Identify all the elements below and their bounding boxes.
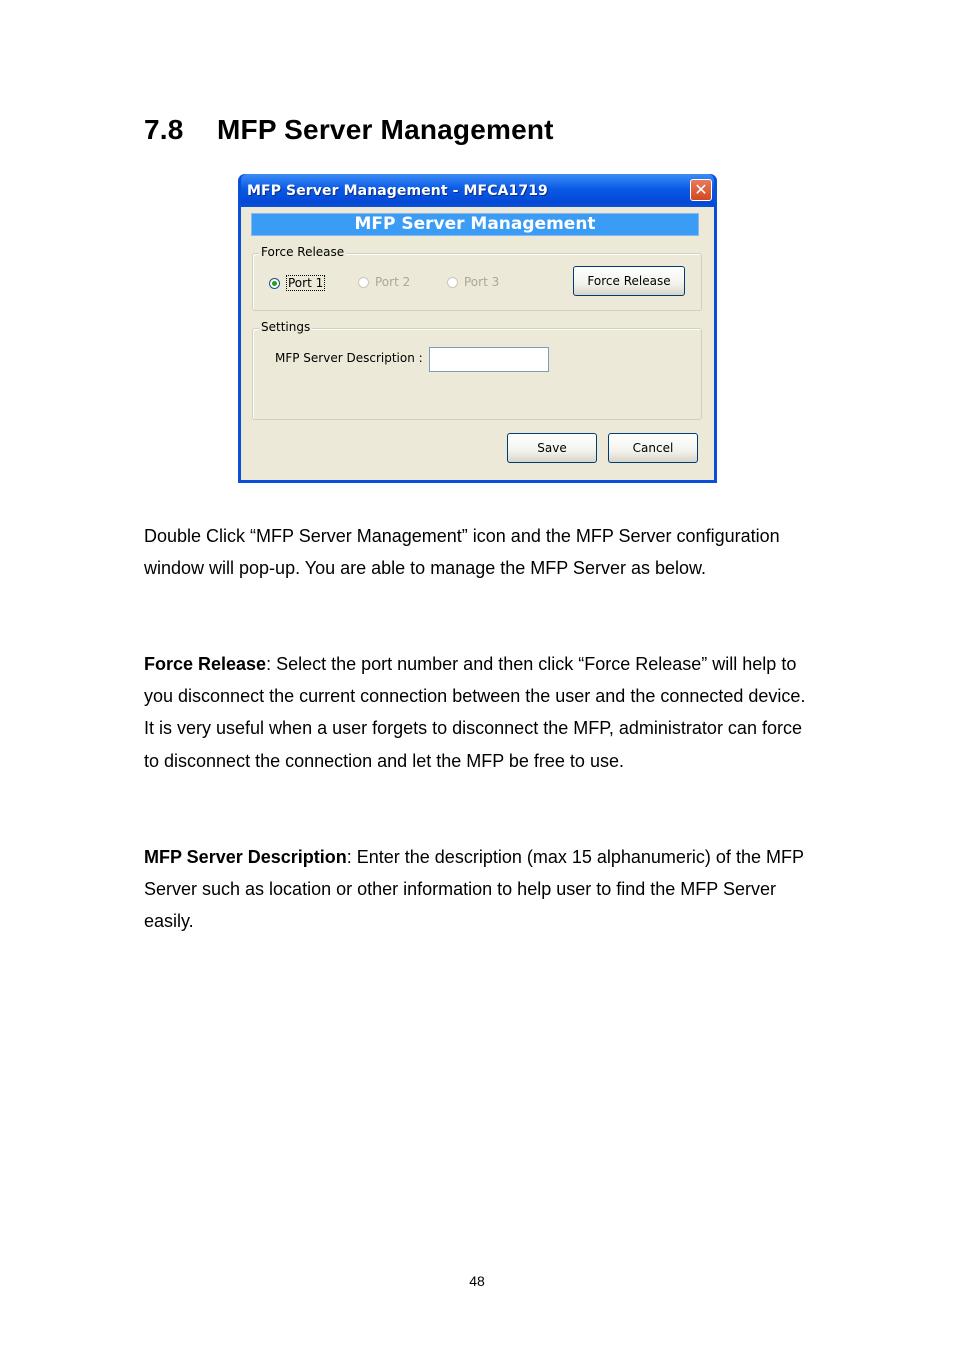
mfp-server-description-label: MFP Server Description : [275, 351, 423, 365]
force-release-legend: Force Release [261, 245, 345, 259]
radio-checked-icon [269, 278, 280, 289]
force-release-button[interactable]: Force Release [573, 266, 685, 296]
description-term: MFP Server Description [144, 847, 347, 867]
force-release-term: Force Release [144, 654, 267, 674]
force-release-group [252, 245, 702, 311]
dialog-client-area [241, 207, 714, 480]
close-icon[interactable]: ✕ [690, 179, 712, 201]
intro-paragraph: Double Click “MFP Server Management” icon and the MFP Server configuration window will pop-up. You are able to manage the MFP Server as below. [144, 526, 780, 579]
settings-legend: Settings [261, 320, 311, 334]
mfp-server-description-input[interactable] [429, 347, 549, 372]
force-release-text: : Select the port number and then click “Force Release” will help to you disconnect the current connection between the user and the connected device. It is very useful when a user forgets to disconnect the MFP, administrator can force to disconnect the connection and let the MFP be free to use. [144, 654, 806, 771]
save-button[interactable]: Save [507, 433, 597, 463]
page-number: 48 [469, 1273, 485, 1289]
cancel-button[interactable]: Cancel [608, 433, 698, 463]
port-2-label: Port 2 [375, 275, 411, 289]
port-1-label: Port 1 [288, 276, 324, 290]
section-heading [144, 114, 554, 146]
dialog-titlebar[interactable] [241, 174, 714, 207]
radio-unchecked-icon [447, 277, 458, 288]
mfp-server-management-dialog [238, 174, 717, 483]
port-1-radio[interactable] [269, 275, 325, 291]
port-3-label: Port 3 [464, 275, 500, 289]
dialog-banner: MFP Server Management [251, 213, 699, 236]
description-paragraph [144, 841, 814, 938]
port-3-radio[interactable] [447, 275, 499, 289]
section-number: 7.8 [144, 114, 184, 145]
port-2-radio[interactable] [358, 275, 410, 289]
radio-unchecked-icon [358, 277, 369, 288]
settings-group [252, 320, 702, 420]
section-title: MFP Server Management [217, 114, 554, 145]
force-release-paragraph [144, 648, 814, 777]
description-text: : Enter the description (max 15 alphanumeric) of the MFP Server such as location or other information to help user to find the MFP Server easily. [144, 847, 804, 932]
dialog-title: MFP Server Management - MFCA1719 [247, 183, 548, 199]
